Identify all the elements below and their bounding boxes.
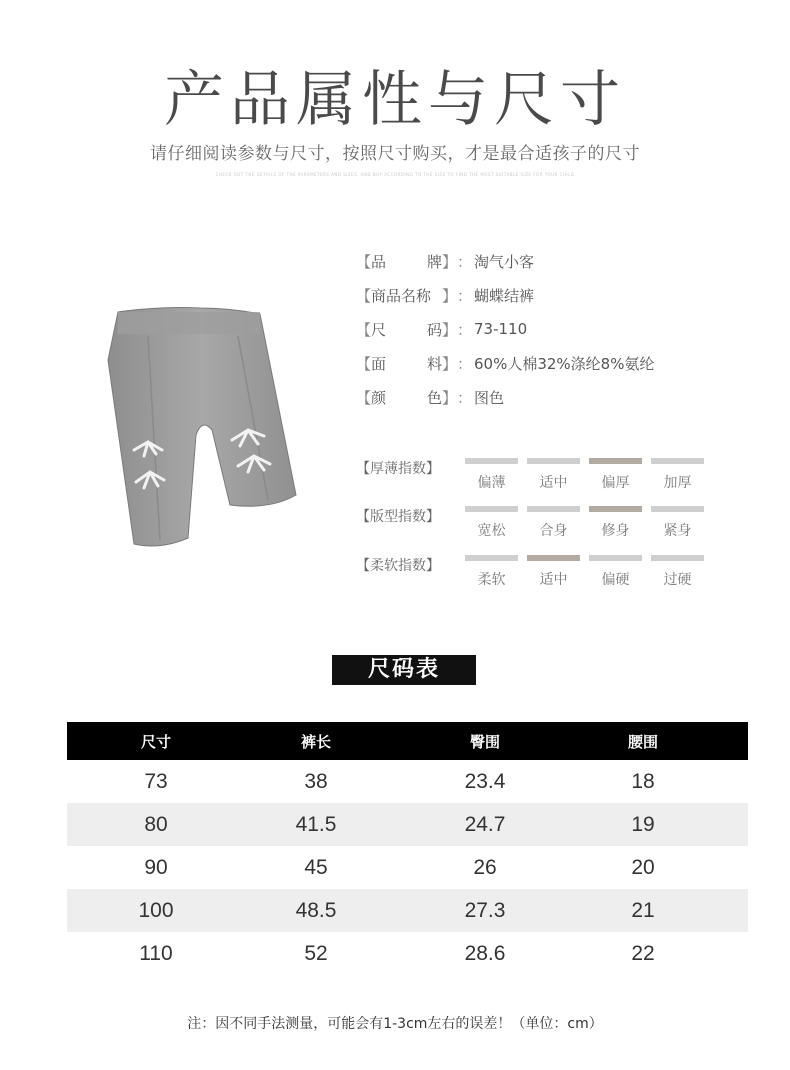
table-cell: 45 bbox=[304, 856, 328, 879]
table-cell: 41.5 bbox=[295, 813, 337, 836]
table-cell: 20 bbox=[631, 856, 655, 879]
table-row bbox=[67, 889, 748, 932]
table-cell: 26 bbox=[473, 856, 497, 879]
colon: ： bbox=[456, 388, 472, 407]
attribute-value: 60%人棉32%涤纶8%氨纶 bbox=[474, 354, 655, 373]
colon: ： bbox=[456, 286, 472, 305]
table-cell: 100 bbox=[138, 899, 174, 922]
size-chart-title: 尺码表 bbox=[332, 655, 476, 685]
open-bracket: 【 bbox=[356, 252, 372, 271]
page-title: 产品属性与尺寸 bbox=[164, 65, 626, 135]
attribute-label bbox=[356, 251, 472, 272]
page-subtitle: 请仔细阅读参数与尺寸，按照尺寸购买，才是最合适孩子的尺寸 bbox=[150, 144, 640, 164]
close-bracket: 】 bbox=[441, 252, 457, 271]
table-row bbox=[67, 846, 748, 889]
measurement-note: 注：因不同手法测量，可能会有1-3cm左右的误差！（单位：cm） bbox=[187, 1016, 603, 1032]
index-option: 加厚 bbox=[663, 475, 692, 491]
attribute-value: 图色 bbox=[474, 388, 505, 407]
attribute-label bbox=[356, 319, 472, 340]
table-cell: 23.4 bbox=[464, 770, 506, 793]
table-cell: 90 bbox=[144, 856, 168, 879]
index-option: 适中 bbox=[539, 475, 568, 491]
index-bar bbox=[465, 555, 518, 561]
index-option: 宽松 bbox=[477, 523, 506, 539]
table-cell: 22 bbox=[631, 942, 655, 965]
index-bar bbox=[651, 555, 704, 561]
index-bar bbox=[527, 555, 580, 561]
index-bar bbox=[589, 506, 642, 512]
attribute-key-part: 料 bbox=[426, 354, 442, 373]
open-bracket: 【 bbox=[356, 388, 372, 407]
attribute-key bbox=[371, 251, 442, 272]
index-bar bbox=[589, 555, 642, 561]
close-bracket: 】 bbox=[441, 388, 457, 407]
colon: ： bbox=[456, 320, 472, 339]
table-cell: 21 bbox=[631, 899, 655, 922]
table-cell: 28.6 bbox=[464, 942, 506, 965]
index-bar bbox=[465, 506, 518, 512]
close-bracket: 】 bbox=[441, 354, 457, 373]
size-table bbox=[67, 722, 748, 975]
attribute-value: 蝴蝶结裤 bbox=[474, 286, 535, 305]
attribute-key-part: 颜 bbox=[371, 388, 387, 407]
index-bar bbox=[465, 458, 518, 464]
attribute-key-part: 尺 bbox=[371, 320, 387, 339]
attribute-row bbox=[356, 244, 654, 278]
open-bracket: 【 bbox=[356, 286, 372, 305]
index-bar bbox=[651, 458, 704, 464]
header-hip: 臀围 bbox=[469, 732, 501, 751]
index-label: 【厚薄指数】 bbox=[356, 461, 440, 477]
attribute-key-part: 牌 bbox=[426, 252, 442, 271]
attribute-key-part: 商品名称 bbox=[371, 286, 432, 305]
table-cell: 52 bbox=[304, 942, 328, 965]
close-bracket: 】 bbox=[441, 320, 457, 339]
table-cell: 24.7 bbox=[464, 813, 506, 836]
index-option: 过硬 bbox=[663, 572, 692, 588]
attribute-key bbox=[371, 353, 442, 374]
attribute-key-part: 码 bbox=[426, 320, 442, 339]
table-cell: 73 bbox=[144, 770, 168, 793]
attribute-list bbox=[356, 244, 654, 414]
close-bracket: 】 bbox=[441, 286, 457, 305]
header-waist: 腰围 bbox=[627, 732, 659, 751]
attribute-key bbox=[371, 387, 442, 408]
attribute-row bbox=[356, 346, 654, 380]
fine-print: CHECK OUT THE DETAILS OF THE PARAMETERS AND SIZES, AND BUY ACCORDING TO THE SIZE TO FIND THE MOST SUITABLE SIZE FOR YOUR CHILD bbox=[215, 172, 575, 177]
attribute-label bbox=[356, 353, 472, 374]
index-bar bbox=[651, 506, 704, 512]
header-length: 裤长 bbox=[300, 732, 332, 751]
index-label: 【柔软指数】 bbox=[356, 558, 440, 574]
attribute-label bbox=[356, 387, 472, 408]
table-row bbox=[67, 932, 748, 975]
index-option: 偏薄 bbox=[477, 475, 506, 491]
attribute-value: 73-110 bbox=[474, 320, 528, 338]
index-option: 柔软 bbox=[477, 572, 506, 588]
index-bar bbox=[527, 458, 580, 464]
open-bracket: 【 bbox=[356, 354, 372, 373]
attribute-row bbox=[356, 278, 654, 312]
attribute-key-part: 色 bbox=[426, 388, 442, 407]
table-cell: 48.5 bbox=[295, 899, 337, 922]
table-cell: 19 bbox=[631, 813, 655, 836]
attribute-label bbox=[356, 285, 472, 306]
product-image bbox=[100, 300, 305, 550]
index-option: 合身 bbox=[539, 523, 568, 539]
index-bar bbox=[527, 506, 580, 512]
table-cell: 80 bbox=[144, 813, 168, 836]
attribute-key bbox=[371, 319, 442, 340]
attribute-key bbox=[371, 285, 442, 306]
table-cell: 110 bbox=[139, 942, 173, 965]
index-option: 适中 bbox=[539, 572, 568, 588]
table-header bbox=[67, 722, 748, 760]
index-label: 【版型指数】 bbox=[356, 509, 440, 525]
table-cell: 27.3 bbox=[464, 899, 506, 922]
colon: ： bbox=[456, 252, 472, 271]
attribute-value: 淘气小客 bbox=[474, 252, 535, 271]
table-row bbox=[67, 803, 748, 846]
index-option: 偏硬 bbox=[601, 572, 630, 588]
attribute-key-part: 品 bbox=[371, 252, 387, 271]
attribute-row bbox=[356, 380, 654, 414]
index-option: 偏厚 bbox=[601, 475, 630, 491]
open-bracket: 【 bbox=[356, 320, 372, 339]
attribute-key-part: 面 bbox=[371, 354, 387, 373]
index-option: 修身 bbox=[601, 523, 630, 539]
table-row bbox=[67, 760, 748, 803]
header-size: 尺寸 bbox=[140, 732, 172, 751]
table-cell: 38 bbox=[304, 770, 328, 793]
index-option: 紧身 bbox=[663, 523, 692, 539]
attribute-row bbox=[356, 312, 654, 346]
colon: ： bbox=[456, 354, 472, 373]
table-cell: 18 bbox=[631, 770, 655, 793]
index-bar bbox=[589, 458, 642, 464]
